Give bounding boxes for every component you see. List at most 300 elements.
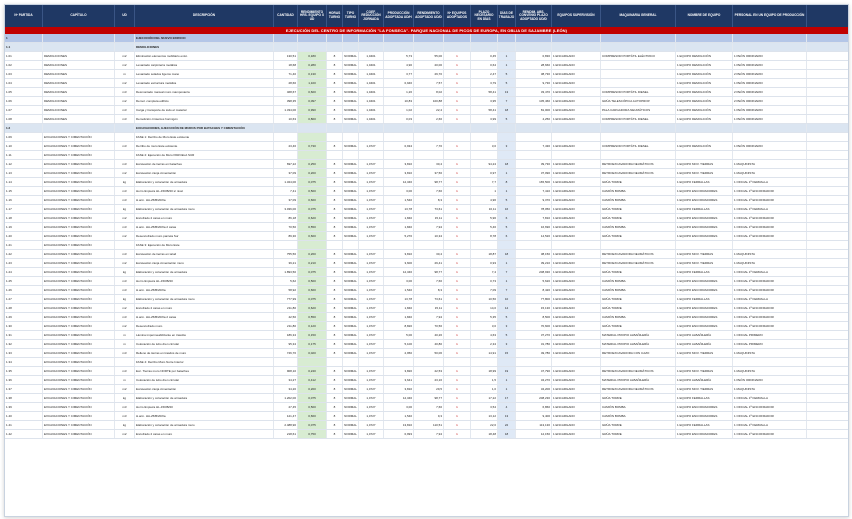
table-cell[interactable]: 15,11 xyxy=(414,214,444,222)
table-cell[interactable]: 8 xyxy=(327,97,343,105)
table-cell[interactable]: 34,200 xyxy=(516,385,552,393)
table-cell[interactable]: DEMOLICIONES xyxy=(43,115,115,123)
table-cell[interactable]: GRÚA TORRE xyxy=(601,232,676,240)
table-cell[interactable]: 8 xyxy=(327,106,343,114)
table-cell[interactable]: 8 xyxy=(327,232,343,240)
table-cell[interactable]: 9,3 xyxy=(414,412,444,420)
table-cell[interactable]: 0,800 xyxy=(298,115,327,123)
table-cell[interactable] xyxy=(601,34,676,42)
table-cell[interactable]: 1,0727 xyxy=(359,160,384,168)
table-cell[interactable]: 40,26 xyxy=(414,331,444,339)
table-cell[interactable]: 1 PEÓN ORDINARIO xyxy=(733,106,807,114)
table-cell[interactable]: 1 ENCARGADO xyxy=(552,160,601,168)
table-cell[interactable]: 12,346 xyxy=(384,394,414,402)
table-cell[interactable]: EXCAVACIONES Y CIMENTACIÓN xyxy=(43,151,115,159)
table-cell[interactable]: CAMIÓN BOMBA xyxy=(601,277,676,285)
table-cell[interactable] xyxy=(733,43,807,51)
table-cell[interactable]: EXCAVACIONES Y CIMENTACIÓN xyxy=(43,358,115,366)
table-cell[interactable]: 17,22 xyxy=(471,394,498,402)
table-cell[interactable]: NORMAL xyxy=(343,331,359,339)
table-cell[interactable]: 208,930 xyxy=(516,268,552,276)
table-cell[interactable] xyxy=(516,358,552,366)
column-header[interactable]: PLAZO NECESARIO EN DÍAS xyxy=(471,5,498,27)
table-cell[interactable]: 0,075 xyxy=(298,421,327,429)
table-cell[interactable] xyxy=(516,43,552,51)
table-cell[interactable]: NORMAL xyxy=(343,349,359,357)
table-cell[interactable] xyxy=(343,241,359,249)
table-cell[interactable] xyxy=(298,124,327,132)
table-cell[interactable]: Encofrado 2 caras en muro xyxy=(135,430,274,438)
table-cell[interactable]: 1.03 xyxy=(5,70,43,78)
table-cell[interactable]: 2,66 xyxy=(414,115,444,123)
table-cell[interactable] xyxy=(552,133,601,141)
table-cell[interactable]: 6 xyxy=(498,232,516,240)
table-cell[interactable]: 1 EQUIPO DEMOLICIÓN xyxy=(676,115,733,123)
table-cell[interactable]: 1 xyxy=(444,385,471,393)
table-cell[interactable]: GRÚA TORRE xyxy=(601,205,676,213)
table-cell[interactable]: 13,810 xyxy=(384,421,414,429)
table-cell[interactable]: 100,88 xyxy=(414,97,444,105)
table-cell[interactable]: 0,500 xyxy=(298,187,327,195)
table-cell[interactable]: H.arm. HA-25/B/20/IIa 2 caras xyxy=(135,223,274,231)
table-cell[interactable]: Relleno de tierras en trasdós de muro xyxy=(135,349,274,357)
table-cell[interactable]: COMPRESOR PORTÁTIL DIESEL xyxy=(601,88,676,96)
table-cell[interactable]: 0,097 xyxy=(298,97,327,105)
table-cell[interactable] xyxy=(327,358,343,366)
table-cell[interactable]: 1 OFICIAL 1ª ENCOFRADOR xyxy=(733,232,807,240)
table-cell[interactable] xyxy=(359,241,384,249)
table-cell[interactable] xyxy=(414,34,444,42)
table-cell[interactable]: 1.23 xyxy=(5,259,43,267)
table-cell[interactable]: 1,0727 xyxy=(359,295,384,303)
table-cell[interactable]: CAMIÓN BOMBA xyxy=(601,412,676,420)
table-cell[interactable]: 8 xyxy=(327,403,343,411)
table-cell[interactable]: 105,460 xyxy=(516,97,552,105)
table-cell[interactable]: 0,280 xyxy=(298,61,327,69)
table-cell[interactable] xyxy=(733,358,807,366)
table-cell[interactable]: EXCAVACIONES Y CIMENTACIÓN xyxy=(43,196,115,204)
table-cell[interactable]: 1,0727 xyxy=(359,268,384,276)
table-cell[interactable]: NORMAL xyxy=(343,223,359,231)
table-cell[interactable]: 1 xyxy=(444,106,471,114)
table-cell[interactable]: 1,0727 xyxy=(359,223,384,231)
table-cell[interactable]: 14,520 xyxy=(516,232,552,240)
table-cell[interactable]: 1 ENCARGADO xyxy=(552,304,601,312)
table-cell[interactable]: 1.202,00 xyxy=(274,394,298,402)
table-cell[interactable] xyxy=(516,151,552,159)
table-cell[interactable] xyxy=(384,43,414,51)
table-cell[interactable]: 1.26 xyxy=(5,286,43,294)
table-cell[interactable]: m2 xyxy=(115,430,135,438)
table-cell[interactable]: 1 OFICIAL 1ª FERRALLA xyxy=(733,295,807,303)
table-cell[interactable]: 1.19 xyxy=(5,223,43,231)
table-cell[interactable]: MATERIAL PROPIO ALBAÑILERÍA xyxy=(601,331,676,339)
table-cell[interactable] xyxy=(498,133,516,141)
table-cell[interactable]: 1 ENCARGADO xyxy=(552,367,601,375)
table-cell[interactable]: 37,270 xyxy=(516,331,552,339)
table-cell[interactable]: 38,730 xyxy=(516,70,552,78)
table-cell[interactable]: 697,22 xyxy=(274,160,298,168)
table-cell[interactable]: 5,270 xyxy=(384,232,414,240)
table-cell[interactable] xyxy=(552,43,601,51)
table-cell[interactable]: 8 xyxy=(327,421,343,429)
table-cell[interactable]: EXCAVACIONES Y CIMENTACIÓN xyxy=(43,394,115,402)
table-cell[interactable]: 1 EQUIPO ENCOFRADORES xyxy=(676,223,733,231)
table-cell[interactable]: 31,780 xyxy=(516,340,552,348)
table-cell[interactable]: 1 EQUIPO ENCOFRADORES xyxy=(676,430,733,438)
table-cell[interactable]: 9,370 xyxy=(516,196,552,204)
table-cell[interactable] xyxy=(498,124,516,132)
table-cell[interactable]: 1 OFICIAL 1ª ENCOFRADOR xyxy=(733,196,807,204)
table-cell[interactable]: 398,35 xyxy=(274,97,298,105)
table-cell[interactable]: NORMAL xyxy=(343,106,359,114)
table-cell[interactable]: 1 OFICIAL 1ª FERRALLA xyxy=(733,421,807,429)
table-cell[interactable]: 1 xyxy=(444,367,471,375)
table-cell[interactable]: m3 xyxy=(115,223,135,231)
table-cell[interactable] xyxy=(552,358,601,366)
table-cell[interactable]: EXCAVACIONES Y CIMENTACIÓN xyxy=(43,367,115,375)
table-cell[interactable]: 3,99 xyxy=(471,115,498,123)
table-cell[interactable]: 1.35 xyxy=(5,367,43,375)
table-cell[interactable]: 8 xyxy=(327,178,343,186)
table-cell[interactable]: 1,0401 xyxy=(359,70,384,78)
table-cell[interactable] xyxy=(43,34,115,42)
table-cell[interactable]: 1.22 xyxy=(5,250,43,258)
table-cell[interactable]: DEMOLICIONES xyxy=(43,79,115,87)
table-cell[interactable]: 0,600 xyxy=(298,88,327,96)
table-cell[interactable]: EXCAVACIONES Y CIMENTACIÓN xyxy=(43,169,115,177)
table-cell[interactable]: 1 ENCARGADO xyxy=(552,79,601,87)
table-cell[interactable]: 8 xyxy=(327,70,343,78)
table-cell[interactable]: 1 xyxy=(444,349,471,357)
table-cell[interactable]: Derribo de muro Este existente xyxy=(135,142,274,150)
table-cell[interactable]: EXCAVACIONES Y CIMENTACIÓN xyxy=(43,331,115,339)
table-cell[interactable]: Levantado carpintería metálica xyxy=(135,61,274,69)
table-cell[interactable]: 2,34 xyxy=(471,340,498,348)
table-cell[interactable]: NORMAL xyxy=(343,385,359,393)
table-cell[interactable] xyxy=(298,151,327,159)
table-cell[interactable]: 1.25 xyxy=(5,277,43,285)
table-cell[interactable]: 1.32 xyxy=(5,340,43,348)
table-cell[interactable]: 1,0727 xyxy=(359,178,384,186)
table-cell[interactable] xyxy=(384,133,414,141)
table-cell[interactable]: NORMAL xyxy=(343,367,359,375)
table-cell[interactable]: 1.24 xyxy=(5,268,43,276)
table-cell[interactable] xyxy=(384,151,414,159)
table-cell[interactable] xyxy=(384,241,414,249)
table-cell[interactable] xyxy=(471,358,498,366)
table-cell[interactable] xyxy=(384,124,414,132)
table-cell[interactable]: NORMAL xyxy=(343,79,359,87)
table-cell[interactable]: 37,09 xyxy=(274,169,298,177)
table-cell[interactable]: NORMAL xyxy=(343,430,359,438)
table-cell[interactable] xyxy=(601,70,676,78)
table-cell[interactable] xyxy=(601,43,676,51)
table-cell[interactable]: 1 xyxy=(444,268,471,276)
table-cell[interactable]: m2 xyxy=(115,79,135,87)
table-cell[interactable]: 1 EQUIPO ENCOFRADORES xyxy=(676,277,733,285)
table-cell[interactable]: EXCAVACIONES Y CIMENTACIÓN xyxy=(43,295,115,303)
table-cell[interactable]: m3 xyxy=(115,367,135,375)
table-cell[interactable]: 5,46 xyxy=(471,223,498,231)
table-cell[interactable]: 1,5 xyxy=(471,376,498,384)
table-cell[interactable]: GRÚA TORRE xyxy=(601,214,676,222)
table-cell[interactable]: 1,840 xyxy=(384,214,414,222)
table-cell[interactable]: 1.18 xyxy=(5,214,43,222)
table-cell[interactable]: 40,80 xyxy=(414,340,444,348)
table-cell[interactable]: 33,470 xyxy=(516,88,552,96)
table-cell[interactable]: 1 ENCARGADO xyxy=(552,295,601,303)
table-cell[interactable]: EXCAVACIONES Y CIMENTACIÓN xyxy=(43,241,115,249)
table-cell[interactable] xyxy=(327,34,343,42)
table-cell[interactable]: 7,94 xyxy=(414,223,444,231)
table-cell[interactable] xyxy=(115,43,135,51)
table-cell[interactable]: 1 ENCARGADO xyxy=(552,259,601,267)
table-cell[interactable]: H.arm. HA-25/B/20/IIa 2 caras xyxy=(135,313,274,321)
table-cell[interactable]: EXCAVACIONES Y CIMENTACIÓN xyxy=(43,205,115,213)
table-cell[interactable]: EXCAVACIONES Y CIMENTACIÓN xyxy=(43,304,115,312)
table-cell[interactable]: 1 xyxy=(498,187,516,195)
table-cell[interactable]: 1,0727 xyxy=(359,421,384,429)
table-cell[interactable]: 1.06 xyxy=(5,97,43,105)
table-cell[interactable]: 1.15 xyxy=(5,187,43,195)
table-cell[interactable] xyxy=(676,358,733,366)
table-cell[interactable]: FASE 4: Derribo Muro Norte Interior xyxy=(135,358,274,366)
table-cell[interactable]: 0,97 xyxy=(471,169,498,177)
table-cell[interactable]: 1 xyxy=(444,232,471,240)
table-cell[interactable]: 1 xyxy=(498,52,516,60)
table-cell[interactable] xyxy=(327,241,343,249)
table-cell[interactable]: Elaboración y colocación de armadura xyxy=(135,178,274,186)
table-cell[interactable]: m2 xyxy=(115,259,135,267)
table-cell[interactable] xyxy=(274,358,298,366)
table-cell[interactable]: NORMAL xyxy=(343,97,359,105)
table-cell[interactable]: 0,993 xyxy=(384,430,414,438)
table-cell[interactable]: Excavación zanja cimentación xyxy=(135,169,274,177)
table-cell[interactable]: 1 EQUIPO FERRALLAS xyxy=(676,178,733,186)
table-cell[interactable]: GRÚA TORRE xyxy=(601,178,676,186)
table-cell[interactable]: 1,0727 xyxy=(359,340,384,348)
table-cell[interactable]: 3,54 xyxy=(471,403,498,411)
table-cell[interactable]: 8 xyxy=(327,223,343,231)
table-cell[interactable]: 1 xyxy=(444,115,471,123)
table-cell[interactable]: DEMOLICIONES xyxy=(43,70,115,78)
table-cell[interactable] xyxy=(498,43,516,51)
table-cell[interactable]: 8 xyxy=(498,178,516,186)
table-cell[interactable]: 1 xyxy=(444,52,471,60)
table-cell[interactable]: m3 xyxy=(115,286,135,294)
table-cell[interactable]: 1 EQUIPO ENCOFRADORES xyxy=(676,232,733,240)
table-cell[interactable]: EXCAVACIONES Y CIMENTACIÓN xyxy=(43,232,115,240)
table-cell[interactable]: NORMAL xyxy=(343,187,359,195)
table-cell[interactable]: 39,730 xyxy=(516,160,552,168)
table-cell[interactable] xyxy=(359,358,384,366)
table-cell[interactable]: 22,0 xyxy=(471,421,498,429)
table-cell[interactable]: RETROEXCAVADORA NEUMÁTICOS xyxy=(601,250,676,258)
table-cell[interactable]: 1.21 xyxy=(5,241,43,249)
table-cell[interactable]: 1,0401 xyxy=(359,61,384,69)
table-cell[interactable]: 8 xyxy=(327,115,343,123)
table-cell[interactable] xyxy=(327,43,343,51)
table-cell[interactable]: 58,41 xyxy=(471,106,498,114)
table-cell[interactable]: 1.893,50 xyxy=(274,268,298,276)
table-cell[interactable] xyxy=(552,151,601,159)
table-cell[interactable]: Horm.limpieza HL-150/B/20 xyxy=(135,277,274,285)
table-cell[interactable]: 8,420 xyxy=(516,286,552,294)
table-cell[interactable]: 3,600 xyxy=(384,259,414,267)
table-cell[interactable] xyxy=(516,133,552,141)
table-cell[interactable]: Lámina impermeabilizante en trasdós xyxy=(135,331,274,339)
table-cell[interactable]: m2 xyxy=(115,304,135,312)
table-cell[interactable]: NORMAL xyxy=(343,250,359,258)
table-cell[interactable] xyxy=(444,124,471,132)
table-cell[interactable]: NORMAL xyxy=(343,169,359,177)
table-cell[interactable]: 7,09 xyxy=(471,286,498,294)
table-cell[interactable]: 34,20 xyxy=(274,385,298,393)
column-header[interactable]: PRODUCCIÓN ADOPTADA UD/H xyxy=(384,5,414,27)
table-cell[interactable]: 8 xyxy=(327,322,343,330)
table-cell[interactable] xyxy=(414,133,444,141)
table-cell[interactable]: 12,346 xyxy=(384,268,414,276)
table-cell[interactable]: NORMAL xyxy=(343,205,359,213)
table-cell[interactable]: 1 ENCARGADO xyxy=(552,385,601,393)
table-cell[interactable] xyxy=(471,151,498,159)
table-cell[interactable]: 0,93 xyxy=(471,259,498,267)
table-cell[interactable]: 8 xyxy=(327,169,343,177)
table-cell[interactable]: 1 OFICIAL 1ª ENCOFRADOR xyxy=(733,223,807,231)
table-cell[interactable]: 1 OFICIAL 1ª ENCOFRADOR xyxy=(733,214,807,222)
table-cell[interactable]: 1 xyxy=(444,97,471,105)
table-cell[interactable]: 1 EQUIPO FERRALLAS xyxy=(676,295,733,303)
table-cell[interactable]: CAMIÓN BOMBA xyxy=(601,223,676,231)
table-cell[interactable]: 5 xyxy=(498,70,516,78)
table-cell[interactable] xyxy=(676,124,733,132)
table-cell[interactable]: 3,0 xyxy=(471,142,498,150)
table-cell[interactable]: 1,0727 xyxy=(359,286,384,294)
table-cell[interactable]: 10,63 xyxy=(274,115,298,123)
table-cell[interactable] xyxy=(516,241,552,249)
table-cell[interactable]: 15 xyxy=(498,349,516,357)
table-cell[interactable]: kg xyxy=(115,205,135,213)
table-cell[interactable]: Elaboración y colocación de armadura muro xyxy=(135,421,274,429)
table-cell[interactable]: 7 xyxy=(498,268,516,276)
table-cell[interactable]: 1,0727 xyxy=(359,169,384,177)
table-cell[interactable]: 14 xyxy=(498,304,516,312)
table-cell[interactable]: m xyxy=(115,331,135,339)
table-cell[interactable]: FASE 3: Ejecución de Muro Este xyxy=(135,241,274,249)
table-cell[interactable]: 1 xyxy=(444,160,471,168)
table-cell[interactable] xyxy=(298,133,327,141)
table-cell[interactable]: 1 xyxy=(498,385,516,393)
table-cell[interactable]: 8 xyxy=(327,52,343,60)
table-cell[interactable]: 4,96 xyxy=(471,196,498,204)
table-cell[interactable]: Excavación de tierras en talud xyxy=(135,250,274,258)
table-cell[interactable]: 8 xyxy=(327,304,343,312)
table-cell[interactable]: 1.1 xyxy=(5,43,43,51)
table-cell[interactable]: 1,0727 xyxy=(359,250,384,258)
table-cell[interactable]: 468,67 xyxy=(274,88,298,96)
table-cell[interactable]: 0,620 xyxy=(298,304,327,312)
column-header[interactable]: UD xyxy=(115,5,135,27)
table-cell[interactable]: RETROEXCAVADORA NEUMÁTICOS xyxy=(601,169,676,177)
table-cell[interactable]: 1 xyxy=(471,187,498,195)
table-cell[interactable] xyxy=(601,61,676,69)
table-cell[interactable]: H.arm. HA-25/B/20/IIa xyxy=(135,412,274,420)
table-cell[interactable]: 1.31 xyxy=(5,331,43,339)
table-cell[interactable]: 746,76 xyxy=(274,349,298,357)
table-cell[interactable]: 1 ENCARGADO xyxy=(552,322,601,330)
table-cell[interactable]: 1 OFICIAL 1ª ENCOFRADOR xyxy=(733,313,807,321)
table-cell[interactable] xyxy=(444,151,471,159)
table-cell[interactable]: NORMAL xyxy=(343,295,359,303)
table-cell[interactable]: Excavación zanja cimentación muro xyxy=(135,259,274,267)
table-cell[interactable]: 14,91 xyxy=(471,349,498,357)
table-cell[interactable]: 1 xyxy=(498,169,516,177)
table-cell[interactable]: 1 xyxy=(444,250,471,258)
table-cell[interactable]: 1 EQUIPO MOV. TIERRAS xyxy=(676,385,733,393)
table-cell[interactable]: 0,020 xyxy=(298,349,327,357)
table-cell[interactable] xyxy=(471,133,498,141)
table-cell[interactable]: H.arm. HA-25/B/20/IIa xyxy=(135,286,274,294)
table-cell[interactable]: 1 xyxy=(444,277,471,285)
table-cell[interactable] xyxy=(43,124,115,132)
table-cell[interactable]: 49,780 xyxy=(516,349,552,357)
table-cell[interactable]: 22 xyxy=(498,421,516,429)
table-cell[interactable]: 14,0 xyxy=(471,304,498,312)
column-header[interactable]: MAQUINARIA GENERAL xyxy=(601,5,676,27)
table-cell[interactable]: 8 xyxy=(327,367,343,375)
table-cell[interactable] xyxy=(359,34,384,42)
table-cell[interactable]: 1 EQUIPO DEMOLICIÓN xyxy=(676,52,733,60)
table-cell[interactable]: 2 PEÓN ORDINARIO xyxy=(733,97,807,105)
column-header[interactable]: DÍAS DE TRABAJO xyxy=(498,5,516,27)
table-cell[interactable] xyxy=(274,241,298,249)
table-cell[interactable]: 7,66 xyxy=(414,403,444,411)
table-cell[interactable]: 1,0401 xyxy=(359,106,384,114)
table-cell[interactable]: 1 xyxy=(444,196,471,204)
table-cell[interactable] xyxy=(444,241,471,249)
table-cell[interactable]: 2 PEÓN ORDINARIO xyxy=(733,70,807,78)
table-cell[interactable]: 39,21 xyxy=(274,259,298,267)
table-cell[interactable]: 1 xyxy=(498,61,516,69)
table-cell[interactable]: RETROEXCAVADORA NEUMÁTICOS xyxy=(601,259,676,267)
table-cell[interactable]: 1 xyxy=(444,205,471,213)
table-cell[interactable]: 1 xyxy=(444,169,471,177)
table-cell[interactable] xyxy=(327,133,343,141)
table-cell[interactable]: 8 xyxy=(327,205,343,213)
table-cell[interactable] xyxy=(516,124,552,132)
table-cell[interactable]: 1.04 xyxy=(5,79,43,87)
table-cell[interactable] xyxy=(601,241,676,249)
table-cell[interactable]: NORMAL xyxy=(343,421,359,429)
table-cell[interactable]: 1 xyxy=(444,61,471,69)
table-cell[interactable]: 1 xyxy=(444,322,471,330)
table-cell[interactable]: 77,800 xyxy=(516,295,552,303)
table-cell[interactable]: 1 ENCARGADO xyxy=(552,106,601,114)
table-cell[interactable]: 5,35 xyxy=(471,313,498,321)
table-cell[interactable]: 1.33 xyxy=(5,349,43,357)
table-cell[interactable]: 8 xyxy=(327,313,343,321)
table-cell[interactable]: 1 ENCARGADO xyxy=(552,268,601,276)
column-header[interactable]: CANTIDAD xyxy=(274,5,298,27)
table-cell[interactable] xyxy=(601,151,676,159)
table-cell[interactable]: 8,78 xyxy=(471,232,498,240)
table-cell[interactable]: 8 xyxy=(327,160,343,168)
table-cell[interactable] xyxy=(359,124,384,132)
table-cell[interactable]: 8 xyxy=(327,430,343,438)
table-cell[interactable]: 1 ENCARGADO xyxy=(552,403,601,411)
table-cell[interactable]: 1,540 xyxy=(384,196,414,204)
